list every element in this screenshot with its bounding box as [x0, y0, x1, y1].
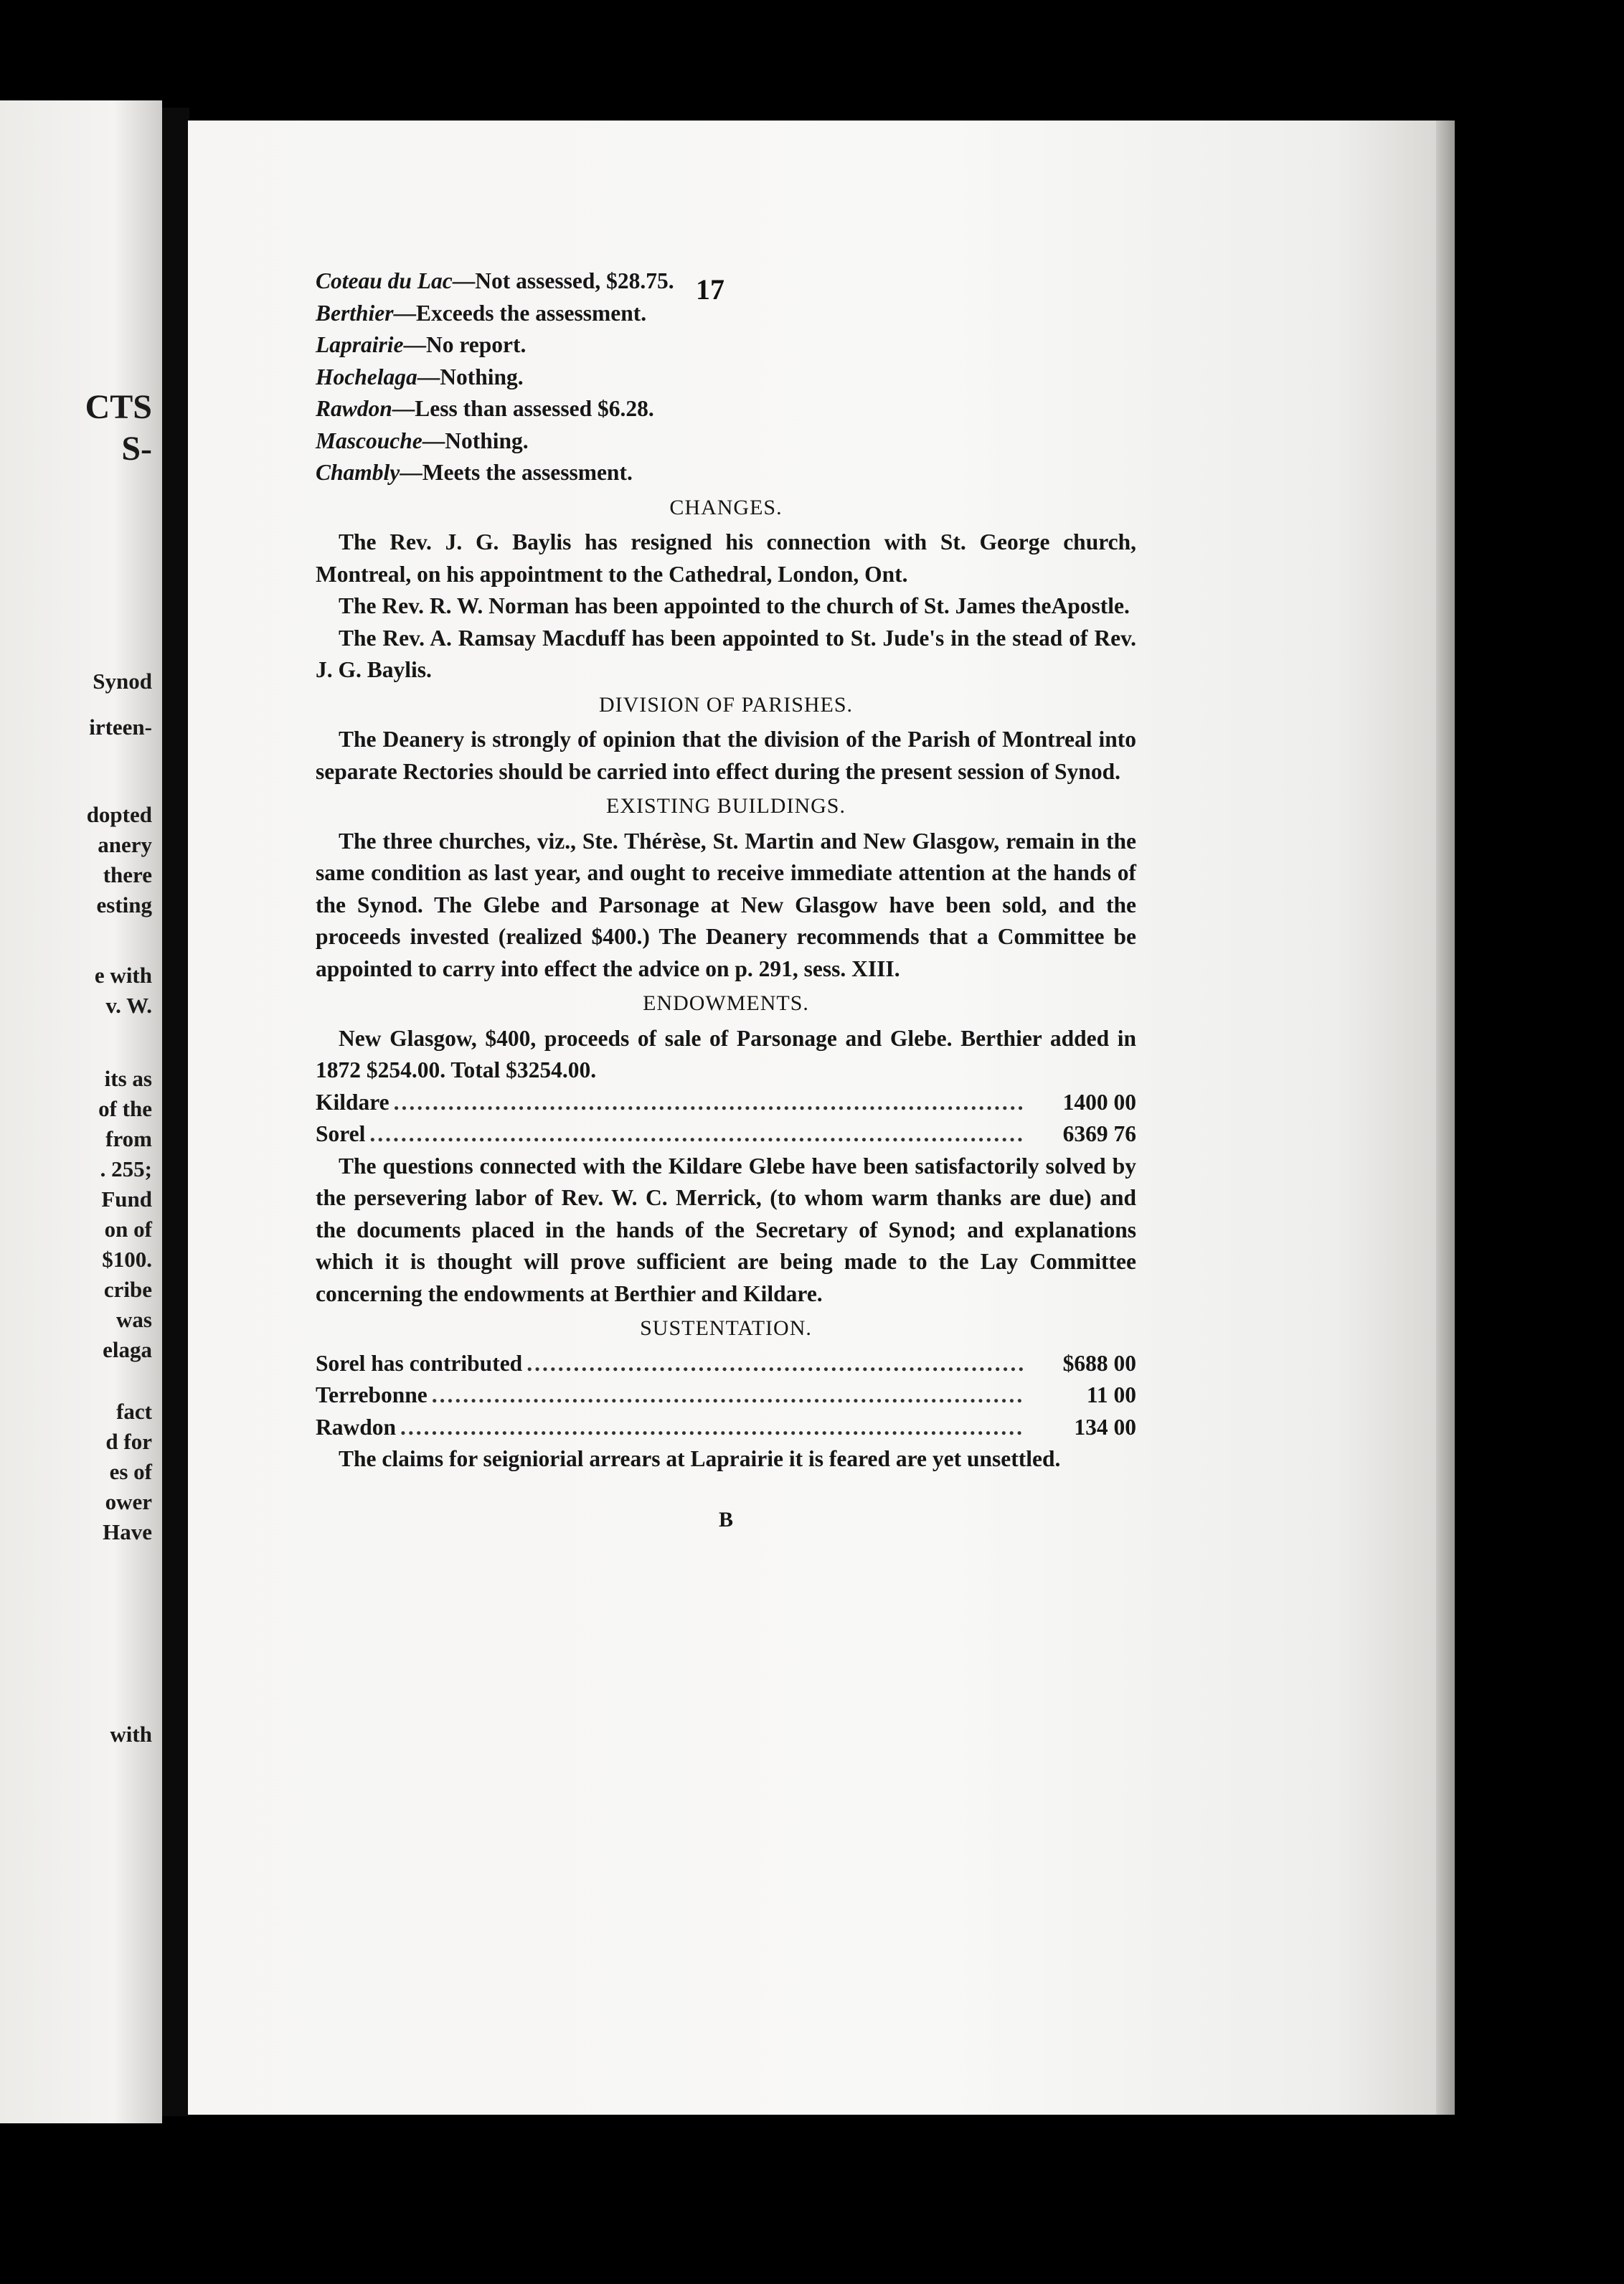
left-fragment: its as	[104, 1066, 152, 1091]
sustentation-label: Sorel has contributed	[316, 1350, 523, 1376]
sustentation-amount: 134 00	[1074, 1414, 1136, 1440]
left-fragment: v. W.	[105, 993, 152, 1018]
left-fragment: Have	[103, 1519, 152, 1544]
sustentation-row	[316, 1412, 1136, 1444]
left-fragment: CTS	[85, 388, 152, 426]
dot-leader	[432, 1379, 1024, 1412]
changes-paragraph: The Rev. R. W. Norman has been appointed to the church of St. James theApostle.	[339, 593, 1130, 618]
left-fragment: Synod	[93, 669, 152, 694]
buildings-paragraph: The three churches, viz., Ste. Thérèse, St. Martin and New Glasgow, remain in the same condition as last year, and ought to receive immediate attention at the hands of the Synod. The Glebe and Parsonage at New Glasgow have been sold, and the proceeds invested (realized $400.) The Deanery recommends that a Committee be appointed to carry into effect the advice on p. 291, sess. XIII.	[316, 828, 1136, 981]
left-fragment: with	[110, 1722, 152, 1747]
parish-report: Rawdon—Less than assessed $6.28.	[316, 396, 654, 421]
dot-leader	[400, 1412, 1024, 1444]
dot-leader	[527, 1348, 1024, 1380]
left-page-fragment	[0, 100, 162, 2123]
left-fragment: fact	[116, 1399, 152, 1424]
left-fragment: . 255;	[100, 1156, 152, 1181]
left-fragment: es of	[109, 1459, 152, 1484]
sustentation-paragraph: The claims for seigniorial arrears at Laprairie it is feared are yet unsettled.	[339, 1446, 1061, 1471]
left-fragment: there	[103, 862, 152, 887]
left-fragment: esting	[96, 892, 152, 917]
endowment-row	[316, 1118, 1136, 1151]
left-fragment: on of	[104, 1217, 152, 1242]
endowments-heading: ENDOWMENTS.	[643, 991, 809, 1015]
sustentation-label: Rawdon	[316, 1414, 397, 1440]
endowment-label: Sorel	[316, 1121, 366, 1146]
endowments-intro: New Glasgow, $400, proceeds of sale of Parsonage and Glebe. Berthier added in 1872 $254.00. Total $3254.00.	[316, 1025, 1136, 1082]
endowment-row	[316, 1087, 1136, 1119]
endowments-paragraph: The questions connected with the Kildare Glebe have been satisfactorily solved by the persevering labor of Rev. W. C. Merrick, (to whom warm thanks are due) and the documents placed in the hands of the Secretary of Synod; and explanations which it is thought will prove sufficient are being made to the Lay Committee concerning the endowments at Berthier and Kildare.	[316, 1153, 1136, 1306]
left-fragment: irteen-	[89, 714, 152, 740]
left-fragment: d for	[105, 1429, 152, 1454]
changes-paragraph: The Rev. A. Ramsay Macduff has been appointed to St. Jude's in the stead of Rev. J. G. Baylis.	[316, 625, 1136, 682]
buildings-heading: EXISTING BUILDINGS.	[606, 794, 846, 818]
left-fragment: ower	[105, 1489, 152, 1514]
parish-report-list	[316, 265, 1136, 489]
left-fragment: was	[116, 1307, 152, 1332]
sustentation-row	[316, 1348, 1136, 1380]
sustentation-row	[316, 1379, 1136, 1412]
page-edge-shadow	[1436, 121, 1455, 2115]
sustentation-amount: 11 00	[1086, 1382, 1136, 1407]
parish-report: Hochelaga—Nothing.	[316, 364, 524, 390]
changes-paragraph: The Rev. J. G. Baylis has resigned his connection with St. George church, Montreal, on his appointment to the Cathedral, London, Ont.	[316, 529, 1136, 587]
endowment-amount: 1400 00	[1062, 1089, 1136, 1115]
parish-report: Laprairie—No report.	[316, 332, 527, 357]
division-paragraph: The Deanery is strongly of opinion that the division of the Parish of Montreal into separate Rectories should be carried into effect during the present session of Synod.	[316, 727, 1136, 784]
sustentation-amount: $688 00	[1062, 1350, 1136, 1376]
endowment-label: Kildare	[316, 1089, 390, 1115]
dot-leader	[369, 1118, 1024, 1151]
left-fragment: S-	[121, 430, 152, 468]
left-fragment: from	[105, 1126, 152, 1151]
page-number: 17	[696, 273, 724, 306]
left-fragment: $100.	[102, 1247, 152, 1272]
changes-heading: CHANGES.	[669, 495, 783, 519]
left-fragment: of the	[98, 1096, 152, 1121]
dot-leader	[394, 1087, 1024, 1119]
book-gutter	[162, 108, 189, 2116]
parish-report: Mascouche—Nothing.	[316, 428, 529, 453]
page-body	[316, 265, 1136, 1536]
division-heading: DIVISION OF PARISHES.	[598, 692, 854, 717]
parish-report: Berthier—Exceeds the assessment.	[316, 300, 647, 326]
parish-report: Chambly—Meets the assessment.	[316, 460, 633, 485]
sustentation-label: Terrebonne	[316, 1382, 428, 1407]
left-fragment: elaga	[103, 1337, 152, 1362]
left-fragment: e with	[94, 963, 152, 988]
endowment-amount: 6369 76	[1062, 1121, 1136, 1146]
sustentation-heading: SUSTENTATION.	[640, 1316, 812, 1340]
signature-mark: B	[718, 1507, 733, 1532]
left-fragment: Fund	[101, 1186, 152, 1212]
left-fragment: anery	[98, 832, 152, 857]
left-fragment: dopted	[86, 802, 152, 827]
parish-report: Coteau du Lac—Not assessed, $28.75.	[316, 268, 674, 293]
left-fragment: cribe	[103, 1277, 152, 1302]
